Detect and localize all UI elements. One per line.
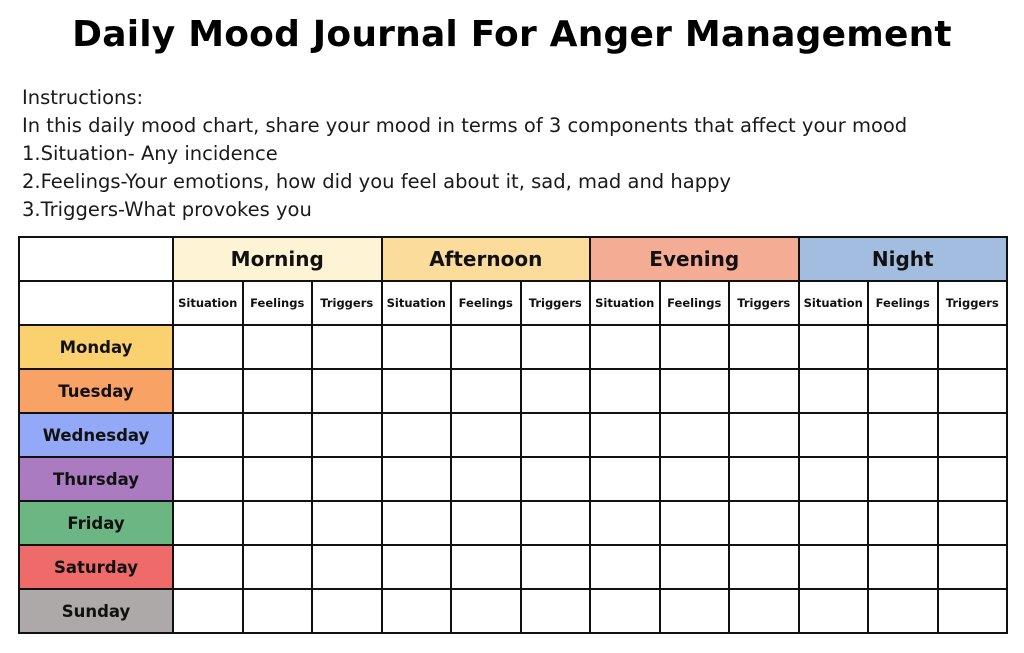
period-header-evening: Evening (590, 237, 799, 281)
entry-cell-morning-feelings[interactable] (243, 413, 313, 457)
component-header-situation: Situation (590, 281, 660, 325)
entry-cell-night-triggers[interactable] (938, 325, 1008, 369)
instructions (22, 84, 907, 224)
entry-cell-morning-feelings[interactable] (243, 325, 313, 369)
component-header-situation: Situation (173, 281, 243, 325)
entry-cell-afternoon-feelings[interactable] (451, 589, 521, 633)
entry-cell-afternoon-triggers[interactable] (521, 457, 591, 501)
entry-cell-evening-situation[interactable] (590, 457, 660, 501)
entry-cell-afternoon-feelings[interactable] (451, 325, 521, 369)
entry-cell-afternoon-feelings[interactable] (451, 545, 521, 589)
instruction-situation: 1.Situation- Any incidence (22, 142, 278, 165)
entry-cell-night-situation[interactable] (799, 457, 869, 501)
entry-cell-morning-triggers[interactable] (312, 413, 382, 457)
period-header-afternoon: Afternoon (382, 237, 591, 281)
entry-cell-night-situation[interactable] (799, 501, 869, 545)
entry-cell-morning-situation[interactable] (173, 413, 243, 457)
entry-cell-morning-situation[interactable] (173, 545, 243, 589)
day-row-sunday (19, 589, 1007, 633)
day-row-monday (19, 325, 1007, 369)
entry-cell-night-feelings[interactable] (868, 589, 938, 633)
entry-cell-evening-triggers[interactable] (729, 501, 799, 545)
day-rows (19, 325, 1007, 633)
entry-cell-afternoon-situation[interactable] (382, 457, 452, 501)
day-label-tuesday: Tuesday (19, 369, 173, 413)
day-row-wednesday (19, 413, 1007, 457)
entry-cell-afternoon-feelings[interactable] (451, 413, 521, 457)
entry-cell-morning-feelings[interactable] (243, 369, 313, 413)
component-header-triggers: Triggers (729, 281, 799, 325)
entry-cell-evening-triggers[interactable] (729, 457, 799, 501)
period-header-row (19, 237, 1007, 281)
entry-cell-evening-triggers[interactable] (729, 545, 799, 589)
corner-cell (19, 237, 173, 281)
component-header-situation: Situation (382, 281, 452, 325)
component-header-feelings: Feelings (451, 281, 521, 325)
entry-cell-evening-feelings[interactable] (660, 413, 730, 457)
instruction-feelings: 2.Feelings-Your emotions, how did you feel about it, sad, mad and happy (22, 170, 731, 193)
entry-cell-morning-triggers[interactable] (312, 545, 382, 589)
entry-cell-evening-situation[interactable] (590, 413, 660, 457)
entry-cell-morning-situation[interactable] (173, 501, 243, 545)
day-row-saturday (19, 545, 1007, 589)
entry-cell-morning-feelings[interactable] (243, 501, 313, 545)
entry-cell-morning-situation[interactable] (173, 369, 243, 413)
entry-cell-morning-triggers[interactable] (312, 369, 382, 413)
entry-cell-morning-triggers[interactable] (312, 501, 382, 545)
component-header-situation: Situation (799, 281, 869, 325)
entry-cell-morning-triggers[interactable] (312, 589, 382, 633)
component-header-feelings: Feelings (243, 281, 313, 325)
entry-cell-evening-feelings[interactable] (660, 501, 730, 545)
entry-cell-night-situation[interactable] (799, 545, 869, 589)
entry-cell-evening-triggers[interactable] (729, 413, 799, 457)
day-row-thursday (19, 457, 1007, 501)
entry-cell-night-feelings[interactable] (868, 413, 938, 457)
entry-cell-afternoon-triggers[interactable] (521, 413, 591, 457)
entry-cell-night-feelings[interactable] (868, 457, 938, 501)
entry-cell-night-feelings[interactable] (868, 545, 938, 589)
entry-cell-evening-feelings[interactable] (660, 589, 730, 633)
entry-cell-afternoon-triggers[interactable] (521, 369, 591, 413)
day-row-tuesday (19, 369, 1007, 413)
entry-cell-night-situation[interactable] (799, 369, 869, 413)
day-label-thursday: Thursday (19, 457, 173, 501)
entry-cell-night-triggers[interactable] (938, 369, 1008, 413)
component-header-triggers: Triggers (312, 281, 382, 325)
entry-cell-morning-feelings[interactable] (243, 589, 313, 633)
entry-cell-morning-situation[interactable] (173, 325, 243, 369)
day-label-saturday: Saturday (19, 545, 173, 589)
corner-cell (19, 281, 173, 325)
period-header-morning: Morning (173, 237, 382, 281)
instruction-triggers: 3.Triggers-What provokes you (22, 198, 312, 221)
day-row-friday (19, 501, 1007, 545)
entry-cell-morning-feelings[interactable] (243, 457, 313, 501)
entry-cell-evening-situation[interactable] (590, 545, 660, 589)
entry-cell-night-situation[interactable] (799, 589, 869, 633)
entry-cell-afternoon-situation[interactable] (382, 589, 452, 633)
page-title: Daily Mood Journal For Anger Management (72, 14, 952, 55)
entry-cell-morning-situation[interactable] (173, 457, 243, 501)
entry-cell-evening-triggers[interactable] (729, 325, 799, 369)
entry-cell-afternoon-situation[interactable] (382, 501, 452, 545)
entry-cell-afternoon-situation[interactable] (382, 325, 452, 369)
entry-cell-night-situation[interactable] (799, 413, 869, 457)
entry-cell-afternoon-feelings[interactable] (451, 369, 521, 413)
entry-cell-evening-feelings[interactable] (660, 325, 730, 369)
component-header-triggers: Triggers (938, 281, 1008, 325)
day-label-monday: Monday (19, 325, 173, 369)
entry-cell-afternoon-situation[interactable] (382, 413, 452, 457)
entry-cell-night-triggers[interactable] (938, 413, 1008, 457)
entry-cell-afternoon-feelings[interactable] (451, 457, 521, 501)
entry-cell-evening-situation[interactable] (590, 589, 660, 633)
component-header-feelings: Feelings (660, 281, 730, 325)
component-header-triggers: Triggers (521, 281, 591, 325)
entry-cell-afternoon-triggers[interactable] (521, 589, 591, 633)
entry-cell-afternoon-triggers[interactable] (521, 545, 591, 589)
entry-cell-night-feelings[interactable] (868, 325, 938, 369)
entry-cell-afternoon-situation[interactable] (382, 369, 452, 413)
entry-cell-morning-triggers[interactable] (312, 457, 382, 501)
period-header-night: Night (799, 237, 1008, 281)
entry-cell-afternoon-triggers[interactable] (521, 325, 591, 369)
entry-cell-night-triggers[interactable] (938, 589, 1008, 633)
entry-cell-evening-feelings[interactable] (660, 457, 730, 501)
component-header-feelings: Feelings (868, 281, 938, 325)
entry-cell-morning-triggers[interactable] (312, 325, 382, 369)
entry-cell-evening-situation[interactable] (590, 501, 660, 545)
day-label-friday: Friday (19, 501, 173, 545)
entry-cell-afternoon-triggers[interactable] (521, 501, 591, 545)
entry-cell-morning-feelings[interactable] (243, 545, 313, 589)
entry-cell-afternoon-feelings[interactable] (451, 501, 521, 545)
entry-cell-night-situation[interactable] (799, 325, 869, 369)
entry-cell-night-triggers[interactable] (938, 501, 1008, 545)
component-header-row (19, 281, 1007, 325)
day-label-wednesday: Wednesday (19, 413, 173, 457)
entry-cell-evening-triggers[interactable] (729, 369, 799, 413)
entry-cell-morning-situation[interactable] (173, 589, 243, 633)
day-label-sunday: Sunday (19, 589, 173, 633)
mood-journal-table (18, 236, 1008, 634)
instructions-intro: In this daily mood chart, share your mood in terms of 3 components that affect your mood (22, 114, 908, 137)
entry-cell-afternoon-situation[interactable] (382, 545, 452, 589)
entry-cell-evening-triggers[interactable] (729, 589, 799, 633)
entry-cell-night-triggers[interactable] (938, 545, 1008, 589)
entry-cell-night-feelings[interactable] (868, 369, 938, 413)
entry-cell-evening-situation[interactable] (590, 325, 660, 369)
entry-cell-night-triggers[interactable] (938, 457, 1008, 501)
entry-cell-evening-feelings[interactable] (660, 369, 730, 413)
entry-cell-evening-feelings[interactable] (660, 545, 730, 589)
instructions-heading: Instructions: (22, 86, 144, 109)
entry-cell-night-feelings[interactable] (868, 501, 938, 545)
entry-cell-evening-situation[interactable] (590, 369, 660, 413)
